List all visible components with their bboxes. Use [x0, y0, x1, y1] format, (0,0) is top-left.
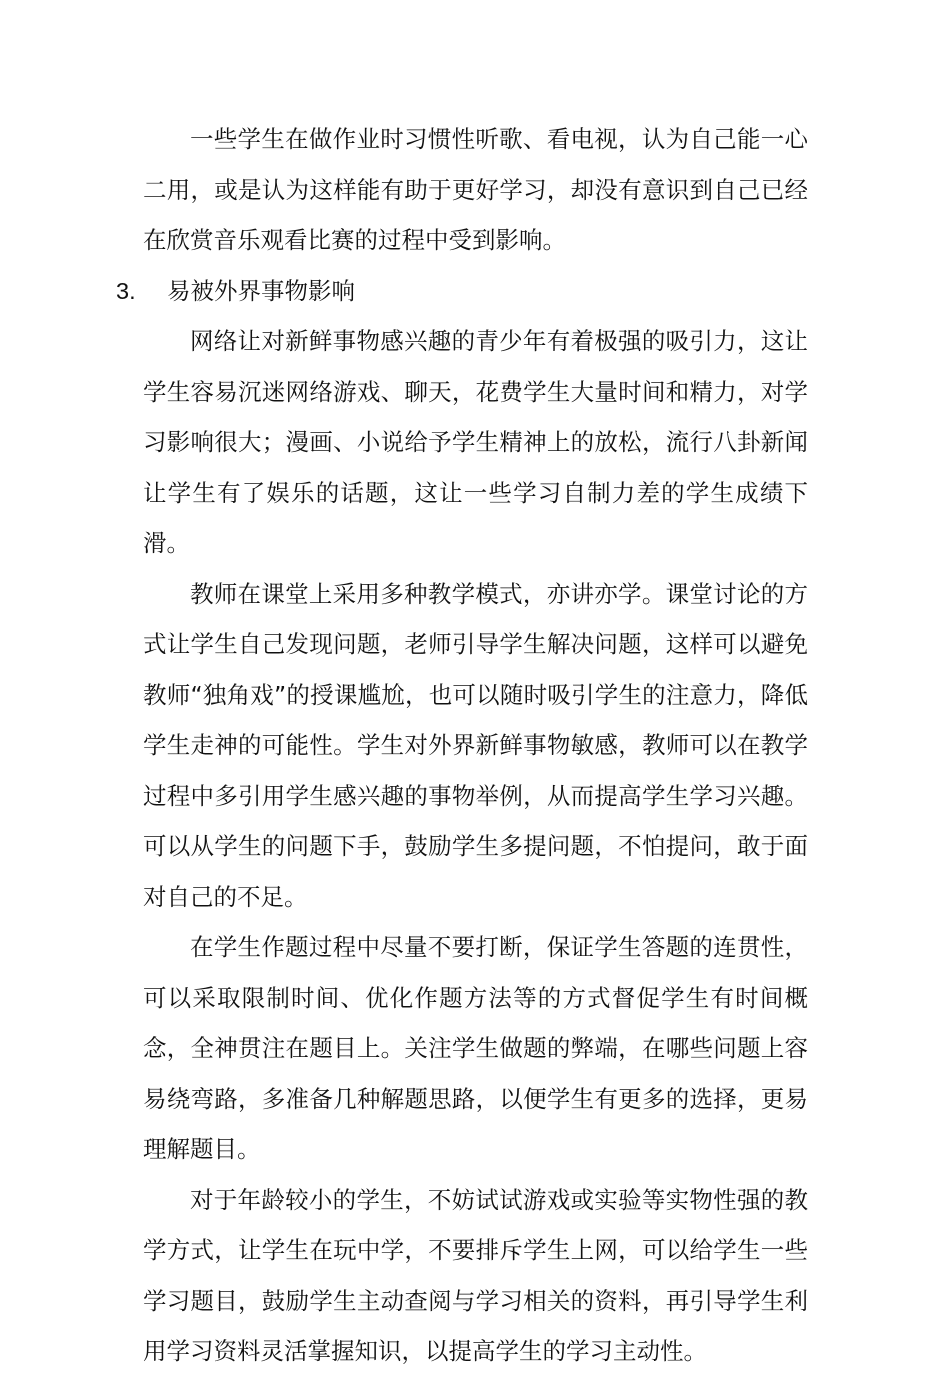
paragraph-teaching-modes: 教师在课堂上采用多种教学模式，亦讲亦学。课堂讨论的方式让学生自己发现问题，老师引导学生解决问题，这样可以避免教师“独角戏”的授课尴尬，也可以随时吸引学生的注意力，降低学生走神的可能性。学生对外界新鲜事物敏感，教师可以在教学过程中多引用学生感兴趣的事物举例，从而提高学生学习兴趣。可以从学生的问题下手，鼓励学生多提问题，不怕提问，敢于面对自己的不足。: [143, 579, 808, 911]
section-heading: [116, 266, 808, 317]
paragraph-multitasking: 一些学生在做作业时习惯性听歌、看电视，认为自己能一心二用，或是认为这样能有助于更好学习，却没有意识到自己已经在欣赏音乐观看比赛的过程中受到影响。: [143, 125, 808, 254]
paragraph-young-students: 对于年龄较小的学生，不妨试试游戏或实验等实物性强的教学方式，让学生在玩中学，不要排斥学生上网，可以给学生一些学习题目，鼓励学生主动查阅与学习相关的资料，再引导学生利用学习资料灵活掌握知识，以提高学生的学习主动性。: [143, 1185, 808, 1365]
paragraph-problem-solving: 在学生作题过程中尽量不要打断，保证学生答题的连贯性，可以采取限制时间、优化作题方法等的方式督促学生有时间概念，全神贯注在题目上。关注学生做题的弊端，在哪些问题上容易绕弯路，多准备几种解题思路，以便学生有更多的选择，更易理解题目。: [143, 933, 808, 1163]
section-title: 易被外界事物影响: [167, 276, 355, 305]
document-body: [116, 114, 808, 1377]
paragraph-internet-influence: 网络让对新鲜事物感兴趣的青少年有着极强的吸引力，这让学生容易沉迷网络游戏、聊天，花费学生大量时间和精力，对学习影响很大；漫画、小说给予学生精神上的放松，流行八卦新闻让学生有了娱乐的话题，这让一些学习自制力差的学生成绩下滑。: [143, 327, 808, 557]
section-number: 3.: [116, 277, 136, 304]
